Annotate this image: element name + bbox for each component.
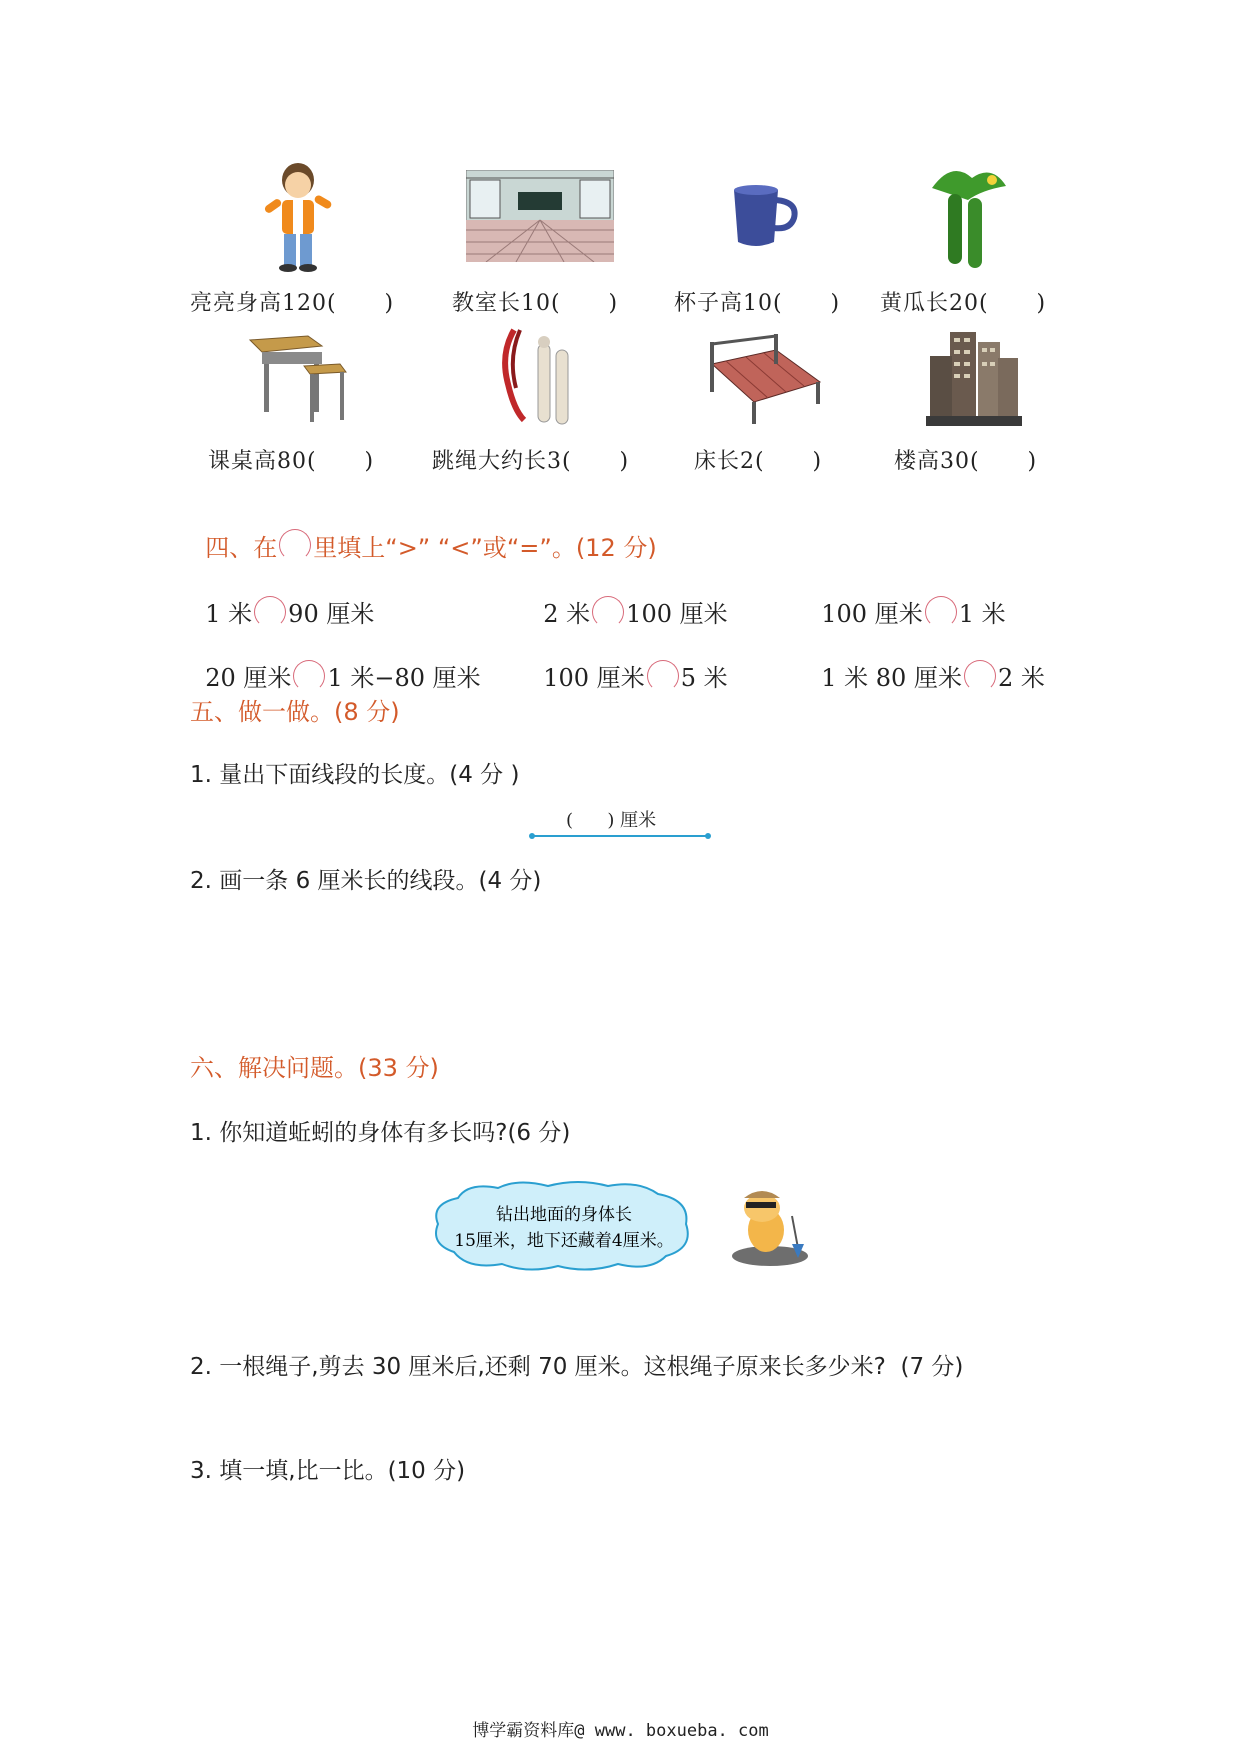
section6-question-1: 1. 你知道蚯蚓的身体有多长吗?(6 分) xyxy=(190,1120,571,1146)
bubble-line-1: 钻出地面的身体长 xyxy=(496,1205,632,1225)
cup-icon xyxy=(728,184,800,250)
building-icon xyxy=(926,328,1022,428)
caption-cup-height: 杯子高10( ) xyxy=(674,291,841,316)
compare-item-5: 100 厘米 5 米 xyxy=(528,630,728,693)
section6-heading: 六、解决问题。(33 分) xyxy=(190,1054,439,1082)
section5-heading: 五、做一做。(8 分) xyxy=(190,698,400,726)
section6-question-2: 2. 一根绳子,剪去 30 厘米后,还剩 70 厘米。这根绳子原来长多少米? (7 分) xyxy=(190,1354,964,1380)
compare-item-6: 1 米 80 厘米 2 米 xyxy=(806,630,1045,693)
answer-circle[interactable] xyxy=(647,660,679,692)
compare-item-3: 100 厘米 1 米 xyxy=(806,566,1006,629)
section4-heading-suffix: 里填上“>” “<”或“=”。(12 分) xyxy=(313,534,657,562)
caption-building-height: 楼高30( ) xyxy=(894,449,1038,474)
answer-circle[interactable] xyxy=(964,660,996,692)
caption-jump-rope-length: 跳绳大约长3( ) xyxy=(432,449,630,474)
compare-item-1: 1 米 90 厘米 xyxy=(190,566,374,629)
compare-item-2: 2 米 100 厘米 xyxy=(528,566,728,629)
jump-rope-icon xyxy=(494,324,580,430)
answer-circle[interactable] xyxy=(592,596,624,628)
footer-watermark: 博学霸资料库@ www. boxueba. com xyxy=(472,1721,769,1741)
section5-question-2: 2. 画一条 6 厘米长的线段。(4 分) xyxy=(190,868,542,894)
compare-item-4: 20 厘米 1 米−80 厘米 xyxy=(190,630,481,693)
section5-question-1: 1. 量出下面线段的长度。(4 分 ) xyxy=(190,762,520,788)
blank-circle-icon xyxy=(279,529,311,561)
caption-bed-length: 床长2( ) xyxy=(694,449,823,474)
caption-classroom-length: 教室长10( ) xyxy=(452,291,619,316)
boy-icon xyxy=(258,158,338,274)
caption-desk-height: 课桌高80( ) xyxy=(208,449,375,474)
segment-length-label: ( ) 厘米 xyxy=(566,810,657,831)
bubble-line-2: 15厘米，地下还藏着4厘米。 xyxy=(454,1231,674,1251)
speech-bubble xyxy=(428,1178,698,1274)
desk-icon xyxy=(248,326,348,426)
answer-circle[interactable] xyxy=(293,660,325,692)
line-segment xyxy=(526,830,714,842)
cucumber-icon xyxy=(922,160,1012,272)
section4-heading-prefix: 四、在 xyxy=(205,534,278,562)
bed-icon xyxy=(706,330,826,426)
answer-circle[interactable] xyxy=(925,596,957,628)
section6-question-3: 3. 填一填,比一比。(10 分) xyxy=(190,1458,466,1484)
earthworm-icon xyxy=(730,1186,812,1268)
section4-heading xyxy=(190,500,657,563)
caption-cucumber-length: 黄瓜长20( ) xyxy=(880,291,1047,316)
answer-circle[interactable] xyxy=(254,596,286,628)
classroom-icon xyxy=(466,170,614,262)
caption-boy-height: 亮亮身高120( ) xyxy=(190,291,395,316)
